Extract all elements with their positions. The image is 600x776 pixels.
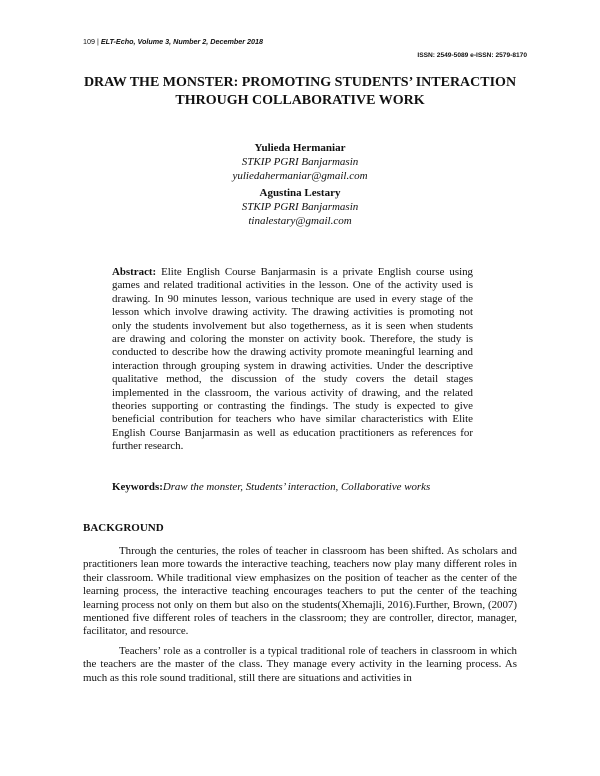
- keywords-text: Draw the monster, Students’ interaction, Collaborative works: [162, 481, 431, 493]
- header-separator: |: [97, 37, 99, 46]
- title-line-2: THROUGH COLLABORATIVE WORK: [175, 93, 425, 108]
- author-affiliation: STKIP PGRI Banjarmasin: [241, 156, 359, 168]
- paragraph-text: Teachers’ role as a controller is a typical traditional role of teachers in classroom in which the teachers are the master of the class. They manage every activity in the learning process. As much as this role sound traditional, still there are situations and activities in: [83, 645, 517, 684]
- keywords-label: Keywords:: [112, 481, 163, 493]
- issn-line: ISSN: 2549-5089 e-ISSN: 2579-8170: [417, 52, 527, 59]
- author-email: yuliedahermaniar@gmail.com: [232, 170, 368, 182]
- paper-title: [60, 74, 540, 110]
- author-affiliation: STKIP PGRI Banjarmasin: [241, 201, 359, 213]
- body-paragraph-2: [83, 645, 517, 685]
- author-block-1: [100, 141, 500, 183]
- paragraph-text: Through the centuries, the roles of teacher in classroom has been shifted. As scholars and practitioners lean more towards the interactive teaching, teachers now play many different roles in their classroom. While traditional view emphasizes on the position of teacher as the center of the learning process, the interactive teaching encourages teachers to put the center of the teaching learning process not only on them but also on the students(Xhemajli, 2016).Further, Brown, (2007) mentioned five different roles of teachers in the classroom; they are controller, director, manager, facilitator, and resource.: [83, 545, 517, 638]
- author-name: Yulieda Hermaniar: [254, 142, 346, 154]
- abstract: [112, 266, 473, 454]
- keywords: [112, 481, 492, 494]
- body-paragraph-1: [83, 545, 517, 639]
- abstract-label: Abstract:: [112, 266, 157, 278]
- author-email: tinalestary@gmail.com: [248, 215, 352, 227]
- abstract-text: Elite English Course Banjarmasin is a private English course using games and related traditional activities in the lesson. One of the activity used is drawing. In 90 minutes lesson, various technique are used in every stage of the lesson which involve drawing activity. The drawing activities is promoting not only the students involvement but also togetherness, as it is seen when students are drawing and coloring the monster on activity book. Therefore, the study is conducted to describe how the drawing activity promote meaningful learning and interaction through grouping system in drawing activities. Under the descriptive qualitative method, the discussion of the study covers the detail stages implemented in the classroom, the various activity of drawing, and the related theories supporting or contrasting the findings. The study is expected to give beneficial contribution for teachers who have similar characteristics with Elite English Course Banjarmasin as well as education practitioners as references for further research.: [112, 266, 473, 453]
- page-number: 109: [83, 37, 95, 46]
- journal-name: ELT-Echo, Volume 3, Number 2, December 2018: [100, 37, 264, 46]
- author-name: Agustina Lestary: [259, 187, 341, 199]
- section-heading: BACKGROUND: [83, 522, 164, 534]
- author-block-2: [100, 186, 500, 228]
- running-head: [83, 37, 263, 46]
- title-line-1: DRAW THE MONSTER: PROMOTING STUDENTS’ INTERACTION: [83, 75, 517, 90]
